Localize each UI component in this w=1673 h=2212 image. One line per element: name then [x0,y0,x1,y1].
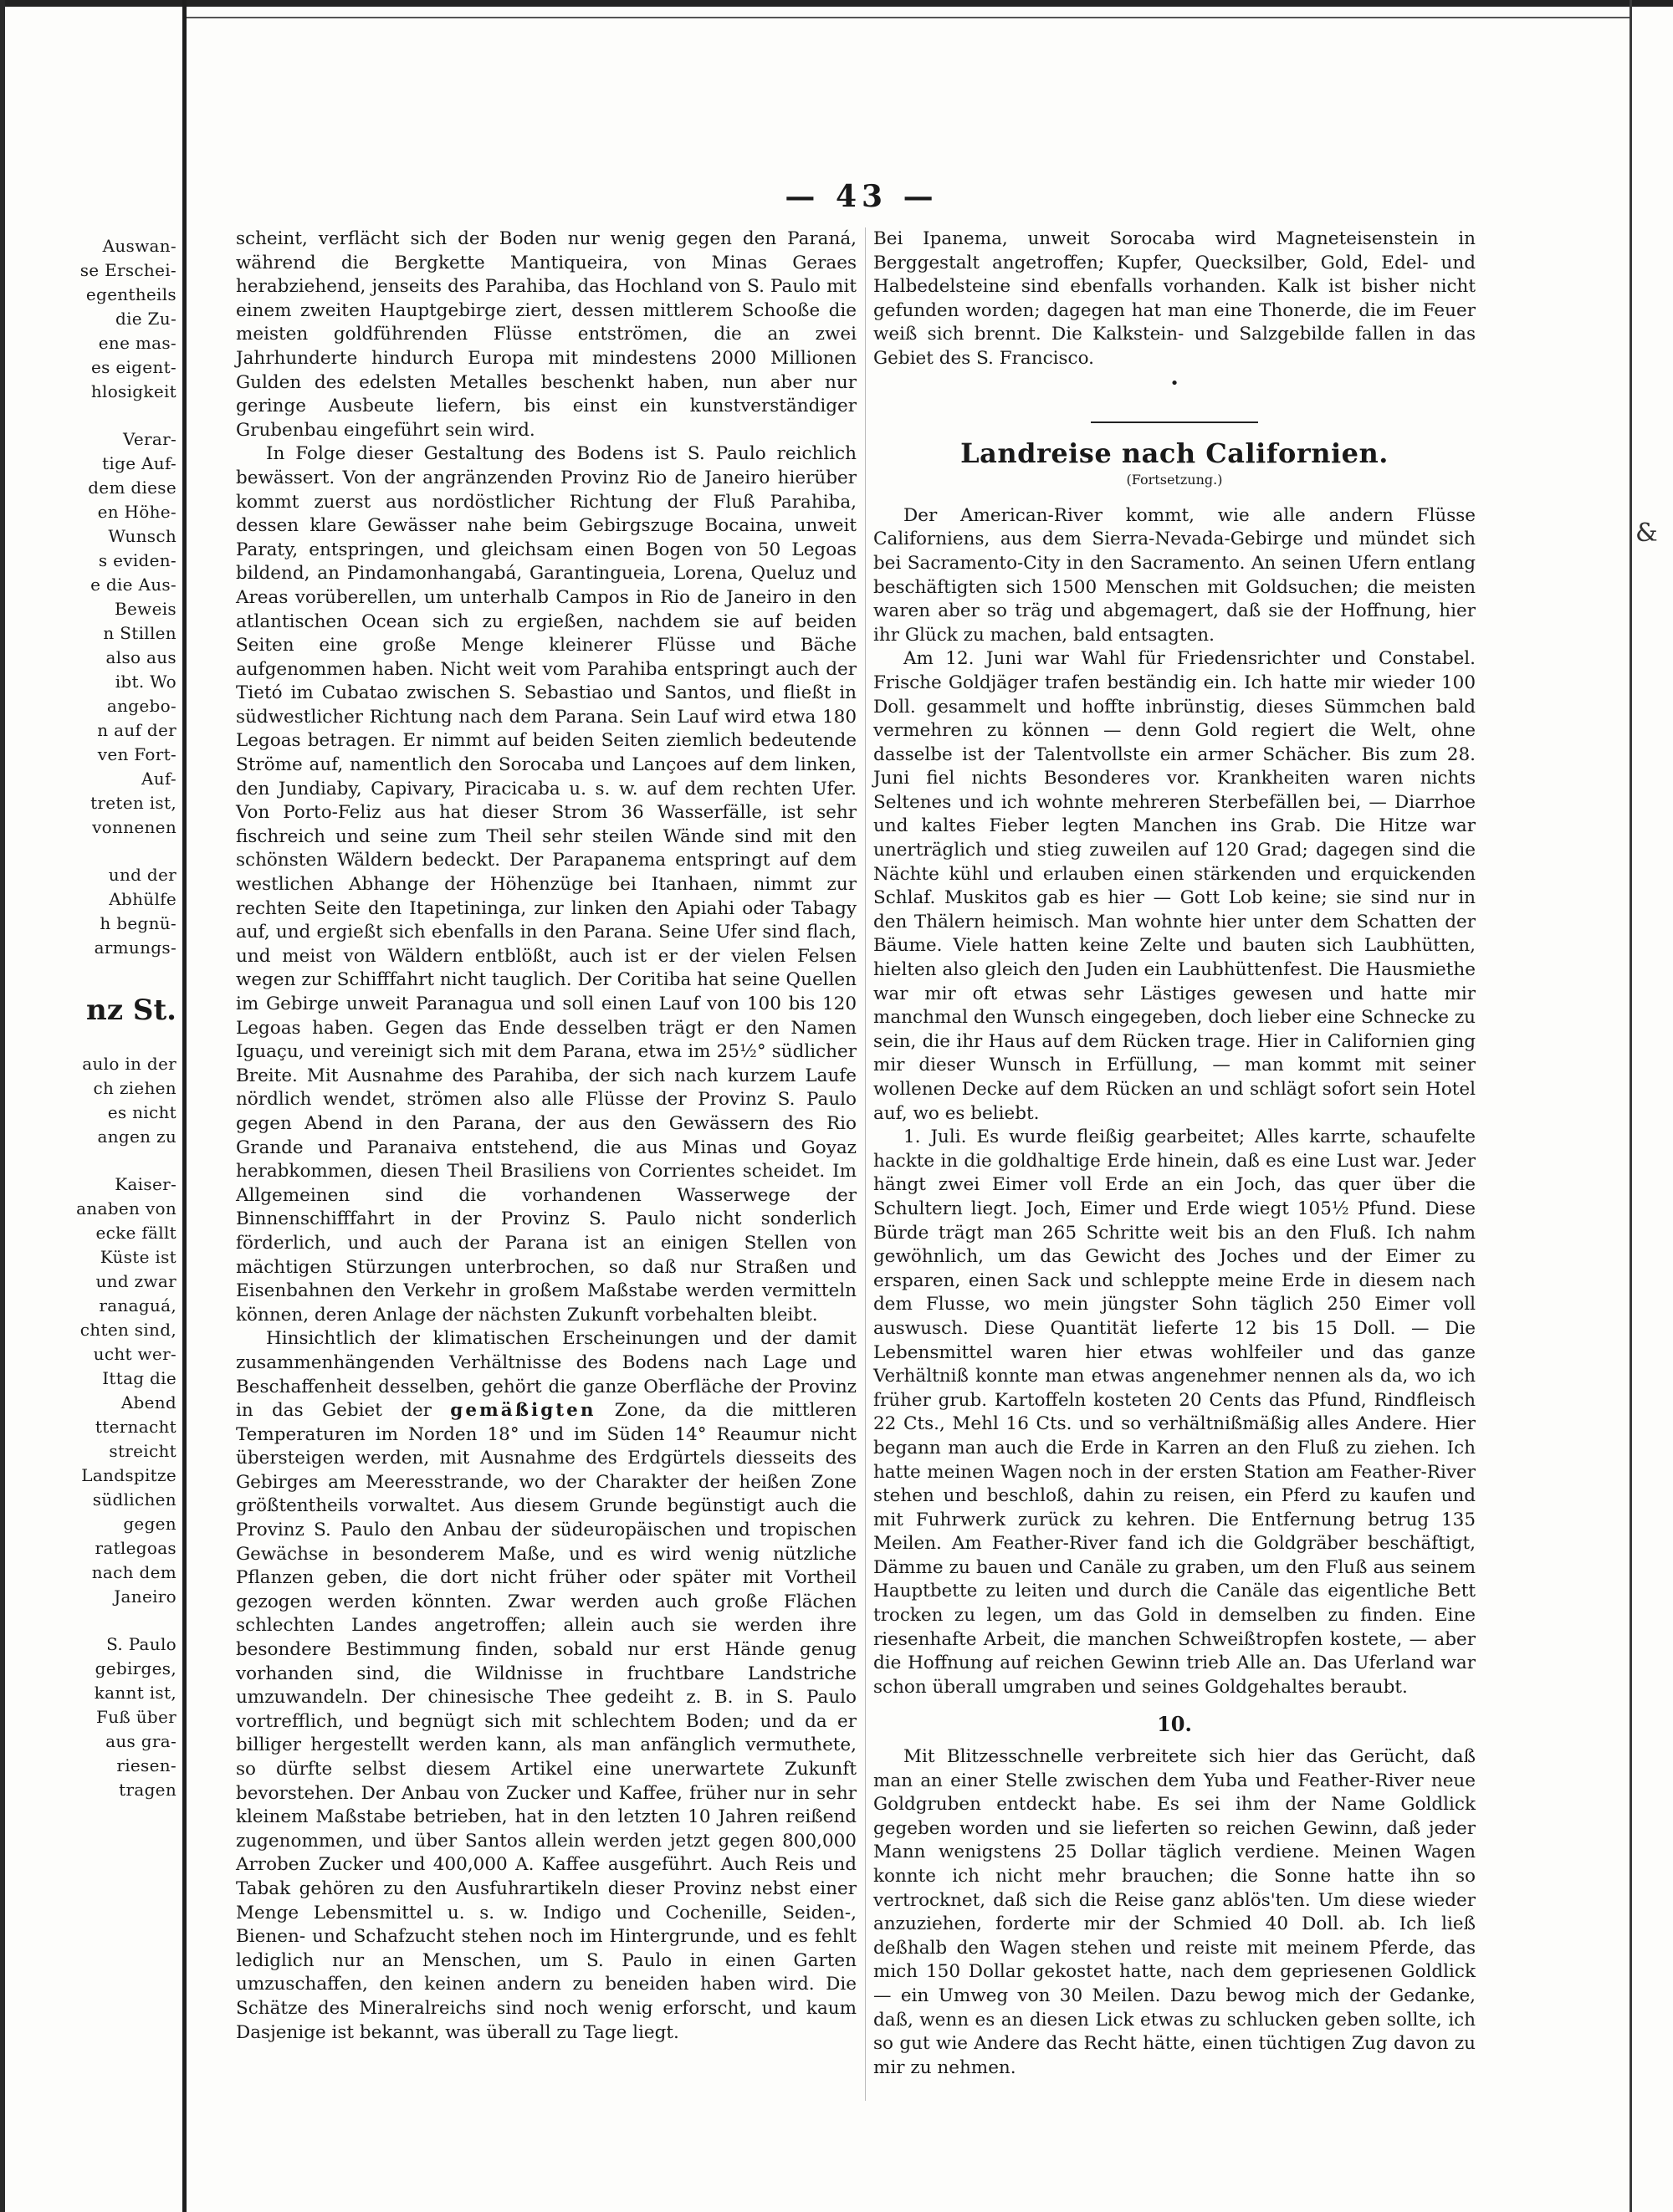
top-margin-rule [187,17,1630,18]
fragment-line: n auf der [97,720,177,740]
fragment-line: treten ist, [90,793,177,813]
right-page-edge [1630,0,1632,2212]
fragment-line: südlichen [92,1489,177,1510]
fragment-line: Kaiser- [115,1174,177,1194]
scan-top-edge [0,0,1673,7]
fragment-line: Auf- [141,769,177,789]
fragment-line: Landspitze [81,1465,177,1485]
page-number: — 43 — [785,179,939,214]
fragment-line: Küste ist [100,1247,177,1267]
fragment-line: aus gra- [105,1731,177,1751]
fragment-line: tternacht [95,1417,177,1437]
fragment-line: en Höhe- [97,502,177,522]
fragment-line: Janeiro [114,1586,177,1607]
fragment-heading: nz St. [86,994,177,1027]
fragment-line: ene mas- [98,333,177,353]
fragment-line: Abend [120,1392,177,1413]
fragment-line: Ittag die [102,1368,177,1388]
fragment-line: Abhülfe [109,889,177,909]
fragment-line: chten sind, [79,1320,177,1340]
column-divider [865,227,866,2101]
fragment-line: n Stillen [103,623,177,643]
fragment-line: tige Auf- [102,453,177,473]
fragment-line: riesen- [116,1755,177,1775]
previous-page-fragment [5,234,177,1802]
fragment-line: Auswan- [102,236,177,256]
section-subtitle: (Fortsetzung.) [1126,472,1223,488]
paragraph: scheint, verflächt sich der Boden nur wenig gegen den Paraná, während die Bergkette Mantiqueira, von Minas Geraes herabziehend, jenseits des Parahiba, das Hochland von S. Paulo mit einem zweiten Hauptgebirge ziert, dessen mittlerem Schooße die meisten goldführenden Flüsse entströmen, die an zwei Jahrhunderte hindurch Europa mit mindestens 2000 Millionen Gulden des edelsten Metalles beschenkt haben, nun aber nur geringe Ausbeute liefern, bis einst ein kunstverständiger Grubenbau eingeführt sein wird. [236,228,857,441]
fragment-line: s eviden- [98,550,177,570]
paragraph [236,1327,857,2045]
fragment-line: und zwar [95,1271,177,1291]
fragment-line: und der [108,865,177,885]
fragment-line: streicht [109,1441,177,1461]
fragment-line: also aus [105,647,177,667]
fragment-gap [5,840,177,863]
paragraph: Am 12. Juni war Wahl für Friedensrichter und Constabel. Frische Goldjäger trafen beständig ein. Ich hatte mir wieder 100 Doll. gesammelt und hoffte inbrünstig, dieses Sümmchen bald vermehren zu können — denn Gold regiert die Welt, ohne dasselbe ist der Talentvollste ein armer Schächer. Bis zum 28. Juni fiel nichts Besonderes vor. Krankheiten waren nichts Seltenes und ich wohnte mehreren Sterbefällen bei, — Diarrhoe und kaltes Fieber legten Manchen ins Grab. Die Hitze war unerträglich und stieg zuweilen auf 120 Grad; dagegen sind die Nächte kühl und erlauben einen stärkenden und erquickenden Schlaf. Muskitos gab es hier — Gott Lob keine; sie sind nur in den Thälern heimisch. Man wohnte hier unter dem Schatten der Bäume. Viele hatten keine Zelte und bauten sich Laubhütten, hielten also gleich den Juden ein Laubhüttenfest. Die Hausmiethe war mir oft etwas sehr Lästiges gewesen und hatte mir manchmal den Wunsch eingegeben, doch lieber eine Schnecke zu sein, die ihr Haus auf dem Rücken trage. Hier in Californien ging mir dieser Wunsch in Erfüllung, — man kommt mit seiner wollenen Decke auf dem Rücken an und schlägt sofort sein Hotel auf, wo es beliebt. [873,648,1476,1124]
fragment-line: nach dem [91,1562,177,1582]
fragment-line: es eigent- [90,357,177,377]
paragraph-text: Zone, da die mittleren Temperaturen im Norden 18° und im Süden 14° Reaumur nicht übersteigen werden, mit Ausnahme des Erdgürtels diesseits des Gebirges am Meeresstrande, wo der Charakter der heißen Zone größtentheils vorwaltet. Aus diesem Grunde begünstigt auch die Provinz S. Paulo den Anbau der südeuropäischen und tropischen Gewächse in besonderem Maße, und es wird wenig nützliche Pflanzen geben, die dort nicht früher oder später mit Vortheil gezogen werden könnten. Zwar werden auch große Flächen schlechten Landes angetroffen; allein auch sie werden ihre besondere Bestimmung finden, sobald nur erst Hände genug vorhanden sind, die Wildnisse in fruchtbare Landstriche umzuwandeln. Der chinesische Thee gedeiht z. B. in S. Paulo vortrefflich, und begnügt sich mit schlechtem Boden; und da er billiger hergestellt werden kann, als man anfänglich vermuthete, so dürfte selbst diesem Artikel eine unerwartete Zukunft bevorstehen. Der Anbau von Zucker und Kaffee, früher nur in sehr kleinem Maßstabe betrieben, hat in den letzten 10 Jahren reißend zugenommen, und über Santos allein werden jetzt gegen 800,000 Arroben Zucker und 400,000 A. Kaffee ausgeführt. Auch Reis und Tabak gehören zu den Ausfuhrartikeln dieser Provinz nebst einer Menge Lebensmittel u. s. w. Indigo und Cochenille, Seiden-, Bienen- und Schafzucht stehen noch im Hintergrunde, und es fehlt lediglich nur an Menschen, um S. Paulo in einen Garten umzuschaffen, den keinen andern zu beneiden haben wird. Die Schätze des Mineralreichs sind noch wenig erforscht, und kaum Dasjenige ist bekannt, was überall zu Tage liegt. [236,1400,857,2043]
fragment-lines-top [5,234,177,960]
chapter-number: 10. [1157,1712,1192,1737]
fragment-line: se Erschei- [79,260,177,280]
ornament-dot: • [1169,374,1179,392]
section-rule [1091,421,1258,423]
fragment-line: Beweis [115,599,177,619]
fragment-line: Wunsch [108,526,177,546]
fragment-line: es nicht [107,1102,177,1122]
fragment-line: Fuß über [96,1707,177,1727]
fragment-line: die Zu- [115,309,177,329]
fragment-line: S. Paulo [106,1634,177,1654]
fragment-line: angebo- [106,696,177,716]
fragment-line: ecke fällt [95,1223,177,1243]
fragment-line: egentheils [85,284,177,304]
fragment-line: tragen [119,1780,177,1800]
fragment-line: angen zu [97,1126,177,1147]
paragraph: In Folge dieser Gestaltung des Bodens ist S. Paulo reichlich bewässert. Von der angränzenden Provinz Rio de Janeiro hierüber kommt zuerst aus nordöstlicher Richtung der Fluß Parahiba, dessen klare Gewässer nahe beim Gebirgszuge Bocaina, unweit Paraty, entspringen, und gleichsam einen Bogen von 50 Legoas bildend, an Pindamonhangabá, Garantingueia, Lorena, Queluz und Areas vorüberellen, um unterhalb Campos in Rio de Janeiro in den atlantischen Ocean sich zu ergießen, nachdem sie auf beiden Seiten eine große Menge kleinerer Flüsse und Bäche aufgenommen haben. Nicht weit vom Parahiba entspringt auch der Tietó im Cubatao zwischen S. Sebastiao und Santos, und fließt in südwestlicher Richtung nach dem Parana. Sein Lauf wird etwa 180 Legoas betragen. Er nimmt auf beiden Seiten ziemlich bedeutende Ströme auf, namentlich den Sorocaba und Lançoes auf dem linken, den Jundiaby, Capivary, Piracicaba u. s. w. auf dem rechten Ufer. Von Porto-Feliz aus hat dieser Strom 36 Wasserfälle, ist sehr fischreich und seine zum Theil sehr steilen Wände sind mit den schönsten Wäldern bedeckt. Der Parapanema entspringt auf dem westlichen Abhange der Höhenzüge bei Itanhaen, nimmt zur rechten Seite den Itapetininga, zur linken den Apiahi oder Tabagy auf, und ergießt sich ebenfalls in den Parana. Seine Ufer sind flach, und meist von Wäldern entblößt, auch ist er der vielen Felsen wegen zur Schifffahrt nicht tauglich. Der Coritiba hat seine Quellen im Gebirge unweit Paranagua und soll einen Lauf von 100 bis 120 Legoas haben. Gegen das Ende desselben trägt er den Namen Iguaçu, und vereinigt sich mit dem Parana, etwa im 25½° südlicher Breite. Mit Ausnahme des Parahiba, der sich nach kurzem Laufe nördlich wendet, strömen also alle Flüsse der Provinz S. Paulo gegen Abend in den Parana, der aus den Gewässern des Rio Grande und Paranaiva entstehend, die aus Minas und Goyaz herabkommen, diesen Theil Brasiliens von Corrientes scheidet. Im Allgemeinen sind die vorhandenen Wasserwege der Binnenschifffahrt in der Provinz S. Paulo nicht sonderlich förderlich, und auch der Parana ist an einigen Stellen von mächtigen Stürzungen unterbrochen, so daß nur Straßen und Eisenbahnen den Verkehr in großem Maßstabe werden vermitteln können, deren Anlage der nächsten Zukunft vorbehalten bleibt. [236,443,857,1326]
fragment-line: Verar- [122,429,177,449]
paragraph: 1. Juli. Es wurde fleißig gearbeitet; Alles karrte, schaufelte hackte in die goldhaltige Erde hinein, daß es eine Lust war. Jeder hängt zwei Eimer voll Erde an ein Joch, das quer über die Schultern liegt. Joch, Eimer und Erde wiegt 105½ Pfund. Diese Bürde trägt man 265 Schritte weit bis an den Fluß. Ich nahm gewöhnlich, um das Gewicht des Joches und der Eimer zu ersparen, einen Sack und schleppte meine Erde in diesem nach dem Flusse, wo mein jüngster Sohn täglich 250 Eimer voll auswusch. Diese Quantität lieferte 12 bis 15 Doll. — Die Lebensmittel waren hier etwas wohlfeiler und das ganze Verhältniß konnte man etwas angenehmer nennen als da, wo ich früher grub. Kartoffeln kosteten 20 Cents das Pfund, Rindfleisch 22 Cts., Mehl 16 Cts. und so verhältnißmäßig alles Andere. Hier begann man auch die Erde in Karren an den Fluß zu ziehen. Ich hatte meinen Wagen noch in der ersten Station am Feather-River stehen und beschloß, dahin zu reisen, ein Pferd zu kaufen und mit Fuhrwerk zurück zu kehren. Die Entfernung betrug 135 Meilen. Am Feather-River fand ich die Goldgräber beschäftigt, Dämme zu bauen und Canäle zu graben, um den Fluß aus seinem Hauptbette zu leiten und durch die Canäle das eigentliche Bett trocken zu legen, um das Gold in demselben zu finden. Eine riesenhafte Arbeit, die manchen Schweißtropfen kostete, — aber die Hoffnung auf reichen Gewinn trieb Alle an. Das Uferland war schon überall umgraben und seines Goldgehaltes beraubt. [873,1126,1476,1698]
fragment-line: armungs- [94,937,177,958]
fragment-line: ch ziehen [93,1078,177,1098]
section-title: Landreise nach Californien. [960,437,1389,469]
fragment-line: kannt ist, [94,1683,177,1703]
fragment-line: ucht wer- [93,1344,177,1364]
paragraph: Mit Blitzesschnelle verbreitete sich hier das Gerücht, daß man an einer Stelle zwischen dem Yuba und Feather-River neue Goldgruben entdeckt habe. Es sei ihm der Name Goldlick gegeben worden und sie lieferten so reichen Gewinn, daß jeder Mann wenigstens 25 Dollar täglich verdiene. Meinen Wagen konnte ich nicht mehr brauchen; die Sonne hatte ihn so vertrocknet, daß sich die Reise ganz ablös'ten. Um diese wieder anzuziehen, forderte mir der Schmied 40 Doll. ab. Ich ließ deßhalb den Wagen stehen und reiste mit meinem Pferde, das mich 150 Dollar gekostet hatte, nach dem gepriesenen Goldlick — ein Umweg von 30 Meilen. Dazu bewog mich der Gedanke, daß, wenn es an diesen Lick etwas zu schlucken geben sollte, ich so gut wie Andere das Recht hätte, einen tüchtigen Zug davon zu mir zu nehmen. [873,1746,1476,2078]
fragment-line: vonnenen [92,817,177,837]
right-column [873,227,1476,2080]
fragment-line: dem diese [88,478,177,498]
fragment-line: gegen [123,1514,177,1534]
paragraph: Der American-River kommt, wie alle andern Flüsse Californiens, aus dem Sierra-Nevada-Gebirge und mündet sich bei Sacramento-City in den Sacramento. An seinen Ufern entlang beschäftigten sich 1500 Menschen mit Goldsuchen; die meisten waren aber so träg und abgemagert, daß sie der Hoffnung, hier ihr Glück zu machen, bald entsagten. [873,504,1476,646]
fragment-lines-bottom [5,1052,177,1802]
fragment-line: ratlegoas [95,1538,177,1558]
fragment-gap [5,1609,177,1632]
fragment-line: ranaguá, [99,1295,177,1315]
binding-gutter [182,0,187,2212]
fragment-line: aulo in der [82,1054,177,1074]
fragment-line: gebirges, [95,1658,177,1678]
paragraph-text: Hinsichtlich der klimatischen Erscheinungen und der damit zusammenhängenden Verhältnisse des Bodens nach Lage und Beschaffenheit desselben, gehört die ganze Oberfläche der Provinz in das Gebiet der [236,1328,857,1422]
margin-mark: & [1635,519,1658,548]
paragraph: Bei Ipanema, unweit Sorocaba wird Magneteisenstein in Berggestalt angetroffen; Kupfer, Quecksilber, Gold, Edel- und Halbedelsteine sind ebenfalls vorhanden. Kalk ist bisher nicht gefunden worden; dagegen hat man eine Thonerde, die im Feuer weiß sich brennt. Die Kalkstein- und Salzgebilde fallen in das Gebiet des S. Francisco. [873,228,1476,369]
fragment-line: e die Aus- [90,575,177,595]
fragment-line: hlosigkeit [90,381,177,401]
fragment-gap [5,1149,177,1172]
fragment-gap [5,404,177,427]
fragment-line: anaben von [76,1198,177,1218]
left-column [236,227,857,2045]
fragment-line: ibt. Wo [115,672,177,692]
spaced-emphasis: gemäßigten [450,1400,596,1422]
fragment-line: h begnü- [100,913,177,933]
fragment-line: ven Fort- [97,744,177,764]
